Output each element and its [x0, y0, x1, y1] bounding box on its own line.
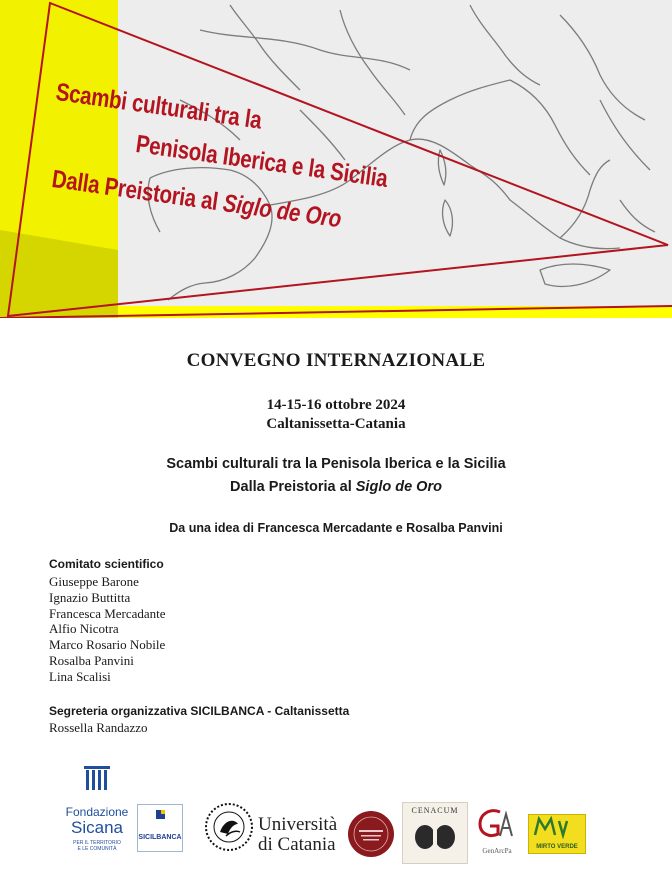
event-subtitle-line1: Scambi culturali tra la Penisola Iberica e la Sicilia [166, 456, 506, 472]
banner-title-line2: Penisola Iberica e la Sicilia [134, 130, 390, 194]
committee-heading: Comitato scientifico [49, 557, 164, 571]
event-subtitle-line2-b: Siglo de Oro [355, 479, 442, 495]
profiles-icon [403, 815, 467, 855]
event-subtitle-line2-a: Dalla Preistoria al [230, 479, 356, 495]
university-seal-icon [347, 810, 395, 858]
event-idea: Da una idea di Francesca Mercadante e Rosalba Panvini [169, 521, 503, 535]
committee-member: Giuseppe Barone [49, 574, 139, 589]
mirtoverde-logo [528, 814, 586, 854]
cenacum-logo [402, 802, 468, 864]
sicilbanca-label: SICILBANCA [138, 834, 182, 841]
unict-seal-icon [204, 802, 254, 852]
secretariat-heading: Segreteria organizzativa SICILBANCA - Caltanissetta [49, 704, 350, 718]
secretariat-section [49, 704, 349, 736]
committee-member: Marco Rosario Nobile [49, 637, 166, 653]
mirtoverde-label: MIRTO VERDE [536, 844, 578, 850]
committee-member: Rosalba Panvini [49, 652, 134, 668]
ga-monogram-icon [474, 806, 520, 842]
banner-title-line3-a: Dalla Preistoria al [50, 165, 226, 217]
fondazione-line1: Fondazione [65, 805, 129, 819]
committee-member: Alfio Nicotra [49, 621, 119, 637]
columns-icon [60, 760, 134, 796]
fondazione-tag: PER IL TERRITORIO E LE COMUNITÀ [73, 840, 121, 852]
event-dates: 14-15-16 ottobre 2024 [266, 397, 406, 413]
sicilbanca-logo [137, 804, 183, 852]
banner-title-line3-b: Siglo de Oro [221, 189, 343, 234]
sponsor-logos [0, 760, 672, 874]
header-banner [0, 0, 672, 318]
event-heading: CONVEGNO INTERNAZIONALE [186, 350, 486, 371]
genarcpa-logo [474, 806, 520, 856]
unict-logo [258, 815, 340, 855]
fondazione-line2: Sicana [71, 818, 123, 837]
committee-member: Francesca Mercadante [49, 605, 166, 621]
mirto-mark-icon [529, 815, 585, 839]
cenacum-label: CENACUM [411, 806, 459, 815]
unict-line2: di Catania [258, 834, 336, 855]
event-place: Caltanissetta-Catania [266, 416, 406, 432]
committee-list [49, 574, 166, 685]
unict-line1: Università [258, 814, 338, 835]
fondazione-sicana-logo [60, 760, 134, 870]
event-subtitle-line2 [0, 479, 672, 495]
committee-member: Lina Scalisi [49, 668, 111, 684]
genarcpa-label: GenArcPa [482, 847, 512, 855]
banner-title-line1: Scambi culturali tra la [54, 78, 264, 135]
sicilbanca-mark-icon [138, 805, 182, 825]
secretariat-name: Rossella Randazzo [49, 720, 148, 735]
committee-member: Ignazio Buttitta [49, 589, 131, 605]
committee-section [49, 557, 166, 685]
